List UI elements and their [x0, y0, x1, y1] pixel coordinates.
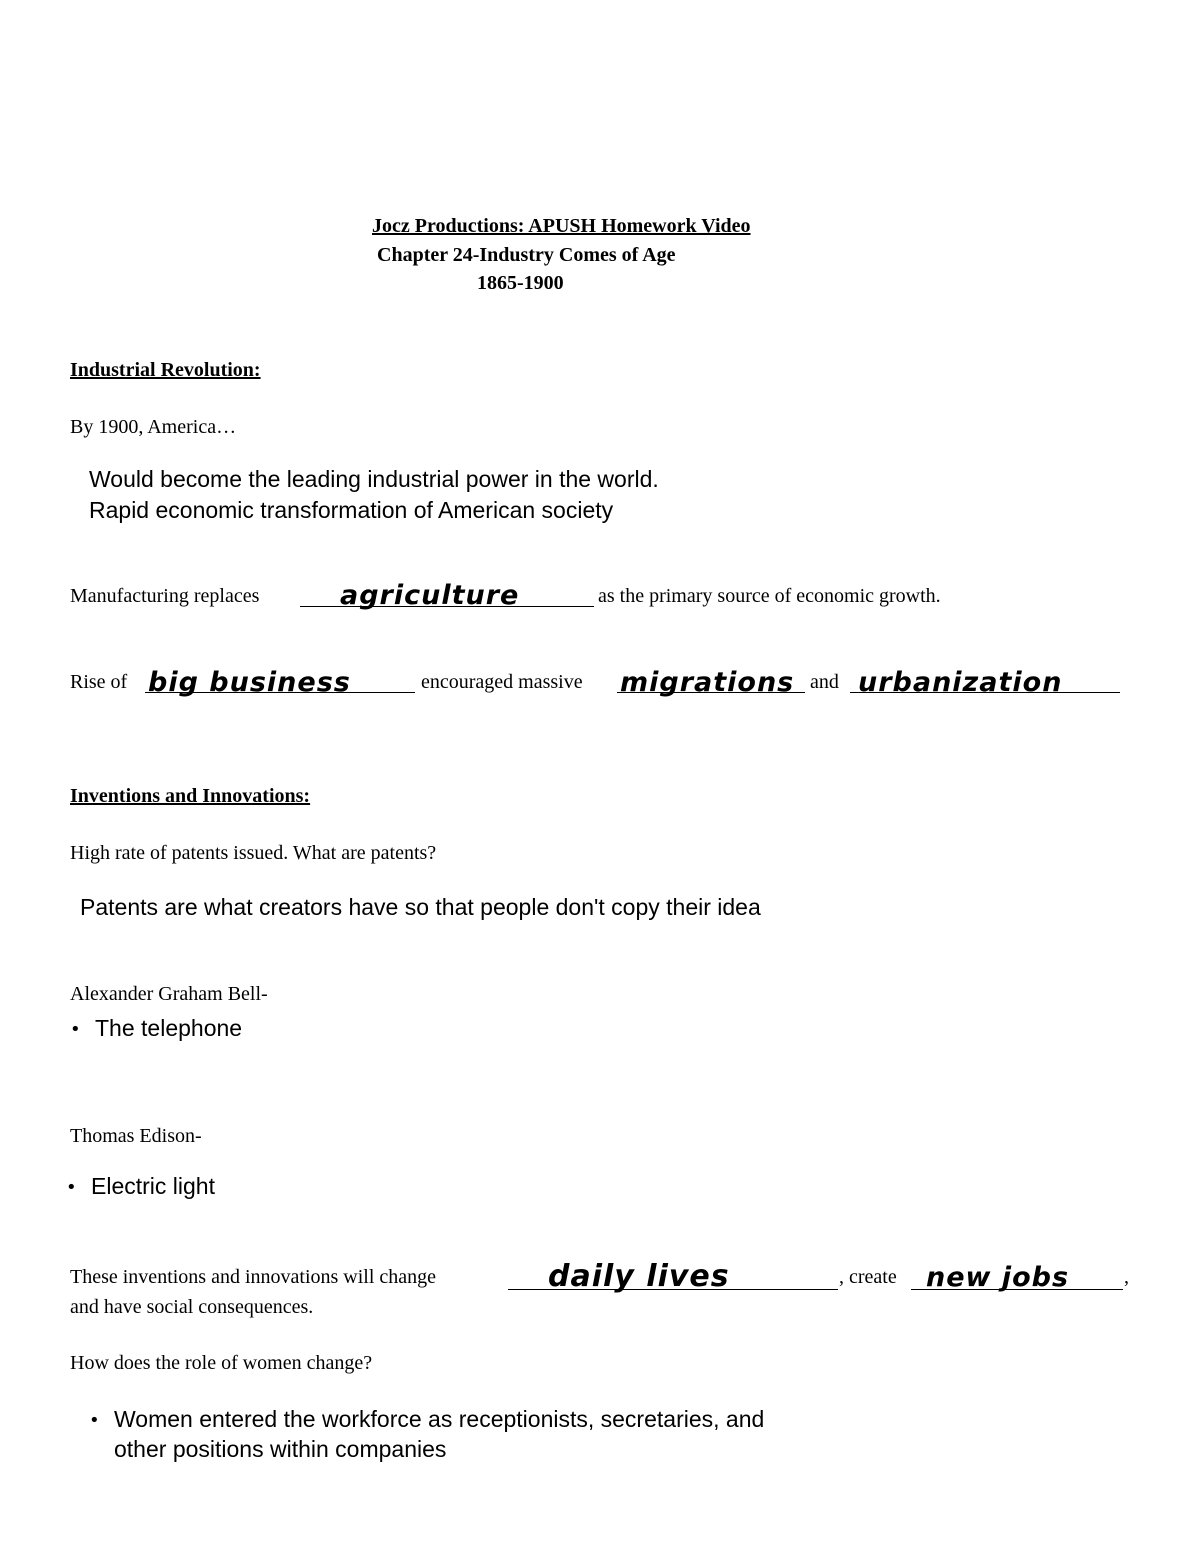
bell-invention: The telephone: [95, 1015, 243, 1041]
handwritten-urbanization: urbanization: [858, 667, 1063, 698]
change-text-line2: and have social consequences.: [70, 1296, 314, 1318]
handwritten-migrations: migrations: [620, 667, 795, 698]
women-question: How does the role of women change?: [70, 1352, 373, 1374]
chapter-title: Chapter 24-Industry Comes of Age: [377, 244, 676, 266]
section-heading-inventions: Inventions and Innovations:: [70, 785, 311, 807]
change-text-before: These inventions and innovations will change: [70, 1266, 437, 1288]
bullet-edison: •: [66, 1177, 77, 1198]
handwritten-new-jobs: new jobs: [926, 1262, 1070, 1293]
bullet-bell: •: [70, 1019, 81, 1040]
handwritten-agriculture: agriculture: [340, 580, 520, 611]
date-range: 1865-1900: [477, 272, 564, 294]
edison-invention: Electric light: [91, 1173, 215, 1199]
handwritten-big-business: big business: [148, 667, 351, 698]
section-heading-industrial-revolution: Industrial Revolution:: [70, 359, 261, 381]
rise-text-before: Rise of: [70, 671, 128, 693]
change-text-middle: , create: [839, 1266, 897, 1288]
document-title: Jocz Productions: APUSH Homework Video: [372, 215, 751, 237]
rise-text-middle: encouraged massive: [421, 671, 583, 693]
answer-line-2: Rapid economic transformation of American society: [89, 497, 614, 523]
edison-label: Thomas Edison-: [70, 1125, 202, 1147]
manufacturing-text-before: Manufacturing replaces: [70, 585, 260, 607]
women-answer-line-2: other positions within companies: [114, 1436, 447, 1462]
women-answer-line-1: Women entered the workforce as receptionists, secretaries, and: [114, 1406, 765, 1432]
handwritten-daily-lives: daily lives: [548, 1259, 730, 1294]
patents-answer: Patents are what creators have so that people don't copy their idea: [80, 894, 761, 920]
manufacturing-text-after: as the primary source of economic growth.: [598, 585, 941, 607]
change-text-after: ,: [1124, 1266, 1129, 1288]
prompt-by-1900: By 1900, America…: [70, 416, 237, 438]
answer-line-1: Would become the leading industrial power in the world.: [89, 466, 659, 492]
patents-question: High rate of patents issued. What are patents?: [70, 842, 437, 864]
bell-label: Alexander Graham Bell-: [70, 983, 268, 1005]
rise-text-and: and: [810, 671, 839, 693]
bullet-women: •: [89, 1410, 100, 1431]
